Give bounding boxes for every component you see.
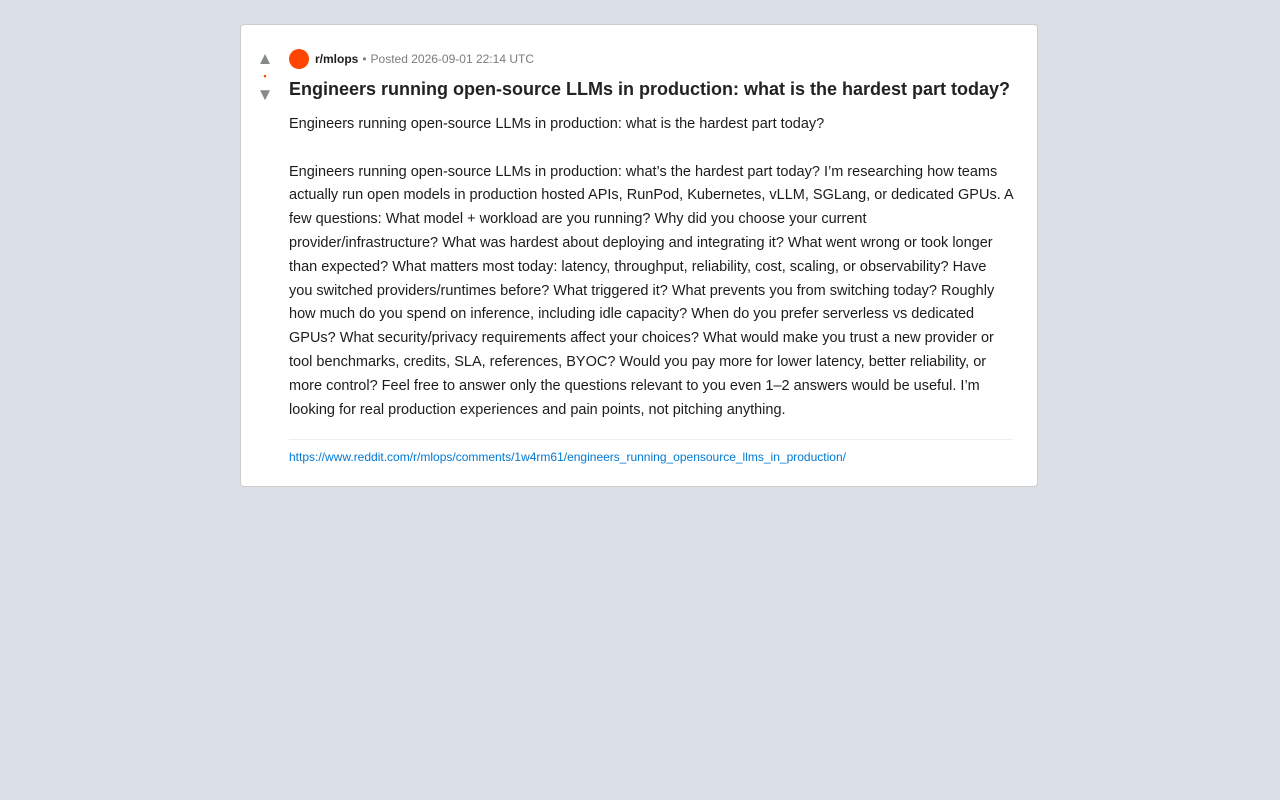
subreddit-avatar-icon[interactable] bbox=[289, 49, 309, 69]
subreddit-link[interactable]: r/mlops bbox=[315, 52, 359, 66]
post-body bbox=[289, 113, 1013, 422]
post-meta bbox=[289, 49, 1013, 69]
post-footer bbox=[289, 439, 1013, 464]
post-content bbox=[289, 49, 1013, 464]
upvote-icon[interactable]: ▲ bbox=[256, 49, 274, 68]
post-body-paragraph: Engineers running open-source LLMs in production: what is the hardest part today? bbox=[289, 116, 825, 132]
vote-score: • bbox=[263, 71, 267, 81]
vote-column bbox=[241, 49, 289, 464]
post-title[interactable]: Engineers running open-source LLMs in production: what is the hardest part today? bbox=[289, 79, 1011, 99]
downvote-icon[interactable]: ▼ bbox=[256, 85, 274, 104]
post-permalink[interactable]: https://www.reddit.com/r/mlops/comments/1w4rm61/engineers_running_opensource_llms_in_production/ bbox=[289, 450, 846, 465]
meta-separator: • bbox=[362, 52, 367, 66]
post-timestamp: Posted 2026-09-01 22:14 UTC bbox=[370, 52, 534, 66]
post-card bbox=[240, 24, 1038, 487]
post-body-paragraph: Engineers running open-source LLMs in production: what’s the hardest part today? I’m researching how teams actually run open models in production hosted APIs, RunPod, Kubernetes, vLLM, SGLang, or dedicated GPUs. A few questions: What model + workload are you running? Why did you choose your current provider/infrastructure? What was hardest about deploying and integrating it? What went wrong or took longer than expected? What matters most today: latency, throughput, reliability, cost, scaling, or observability? Have you switched providers/runtimes before? What triggered it? What prevents you from switching today? Roughly how much do you spend on inference, including idle capacity? When do you prefer serverless vs dedicated GPUs? What security/privacy requirements affect your choices? What would make you trust a new provider or tool benchmarks, credits, SLA, references, BYOC? Would you pay more for lower latency, better reliability, or more control? Feel free to answer only the questions relevant to you even 1–2 answers would be useful. I’m looking for real production experiences and pain points, not pitching anything. bbox=[289, 163, 1013, 418]
